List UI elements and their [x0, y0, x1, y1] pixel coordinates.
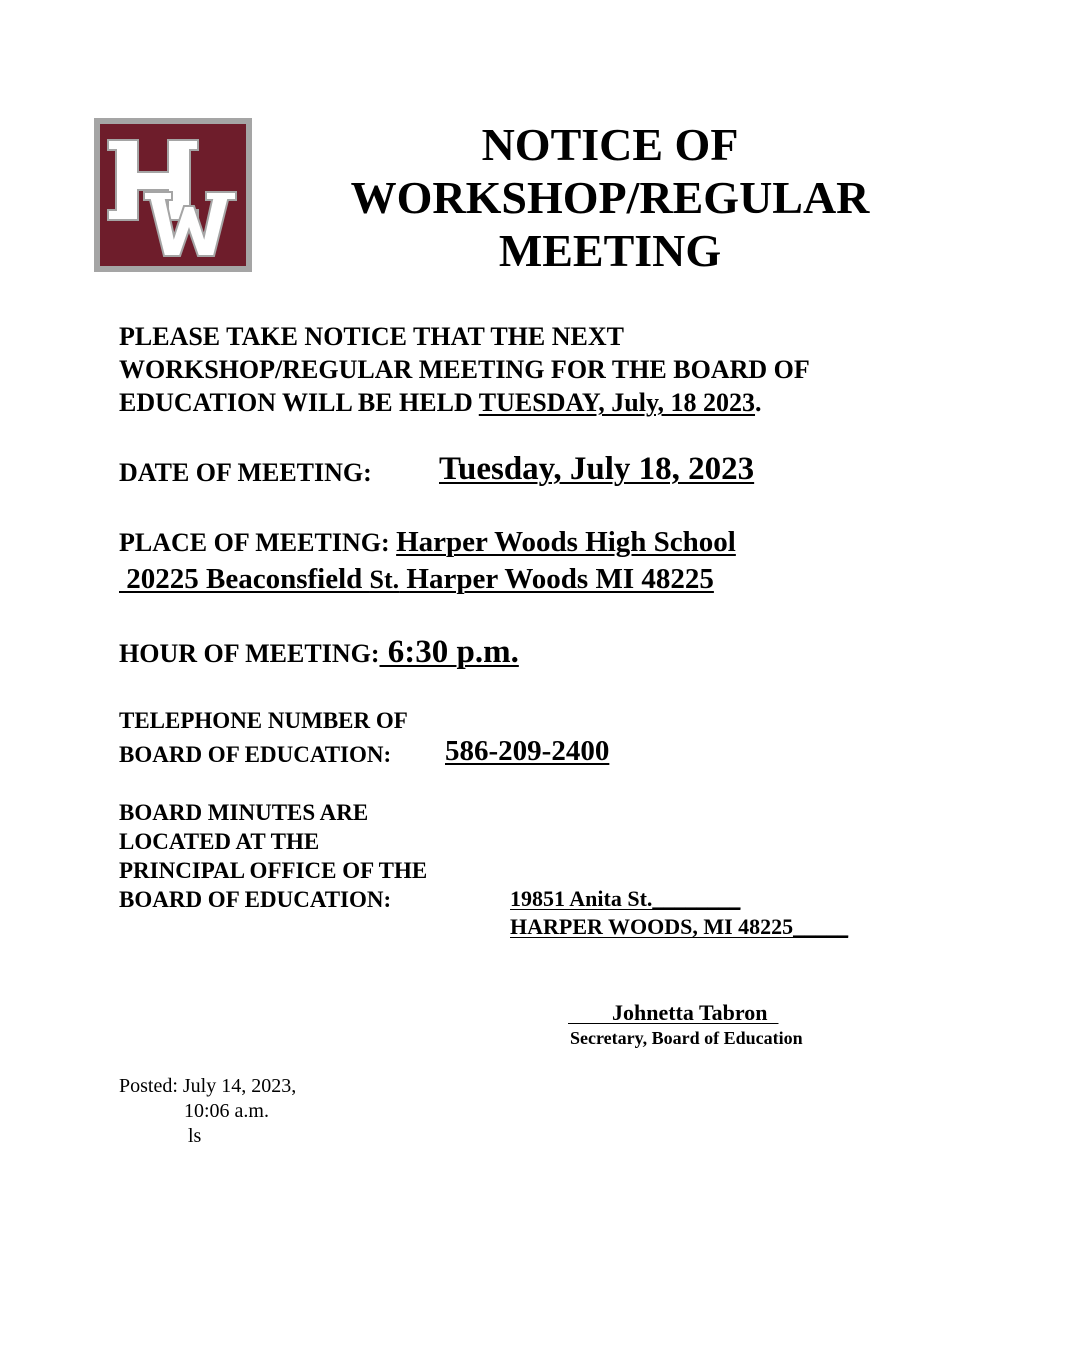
minutes-line-3: PRINCIPAL OFFICE OF THE [119, 858, 428, 883]
signature-title: Secretary, Board of Education [570, 1028, 803, 1048]
hour-row [119, 634, 519, 671]
minutes-line-4: BOARD OF EDUCATION: [119, 887, 392, 912]
posted-line-3: ls [188, 1125, 202, 1147]
posted-line-2: 10:06 a.m. [184, 1100, 269, 1122]
hour-label: HOUR OF MEETING: [119, 639, 380, 668]
place-address-part-1: 20225 Beaconsfield [119, 563, 370, 595]
date-value: Tuesday, July 18, 2023 [439, 451, 755, 487]
place-value: Harper Woods High School [396, 526, 736, 558]
place-line-1 [119, 526, 736, 559]
notice-line-3 [119, 386, 919, 419]
notice-line-2: WORKSHOP/REGULAR MEETING FOR THE BOARD OF [119, 355, 810, 384]
notice-line-3-prefix: EDUCATION WILL BE HELD [119, 388, 479, 417]
place-label: PLACE OF MEETING: [119, 528, 397, 557]
telephone-label-2: BOARD OF EDUCATION: [119, 742, 392, 767]
notice-paragraph [119, 320, 919, 419]
notice-line-3-suffix: . [755, 388, 762, 417]
minutes-label [119, 798, 427, 914]
title-line-2: WORKSHOP/REGULAR [350, 172, 870, 223]
place-address-part-3: Harper Woods MI 48225 [399, 563, 714, 595]
minutes-address [510, 885, 848, 941]
title-line-1: NOTICE OF [481, 119, 739, 170]
hour-value: 6:30 p.m. [379, 634, 519, 670]
place-address [119, 563, 714, 596]
date-label: DATE OF MEETING: [119, 458, 372, 487]
minutes-address-line-1: 19851 Anita St.________ [510, 886, 741, 911]
signature-name: Johnetta Tabron [568, 1000, 779, 1025]
minutes-line-1: BOARD MINUTES ARE [119, 800, 369, 825]
posted-line-1: Posted: July 14, 2023, [119, 1075, 297, 1097]
document-title [340, 118, 880, 277]
school-logo [94, 118, 252, 272]
minutes-line-2: LOCATED AT THE [119, 829, 320, 854]
notice-line-1: PLEASE TAKE NOTICE THAT THE NEXT [119, 322, 624, 351]
minutes-address-line-2: HARPER WOODS, MI 48225_____ [510, 914, 849, 939]
telephone-label-1: TELEPHONE NUMBER OF [119, 708, 408, 733]
notice-meeting-date: TUESDAY, July, 18 2023 [478, 388, 756, 417]
place-address-part-2: St. [369, 565, 400, 594]
telephone-value: 586-209-2400 [445, 735, 610, 767]
title-line-3: MEETING [498, 225, 722, 276]
